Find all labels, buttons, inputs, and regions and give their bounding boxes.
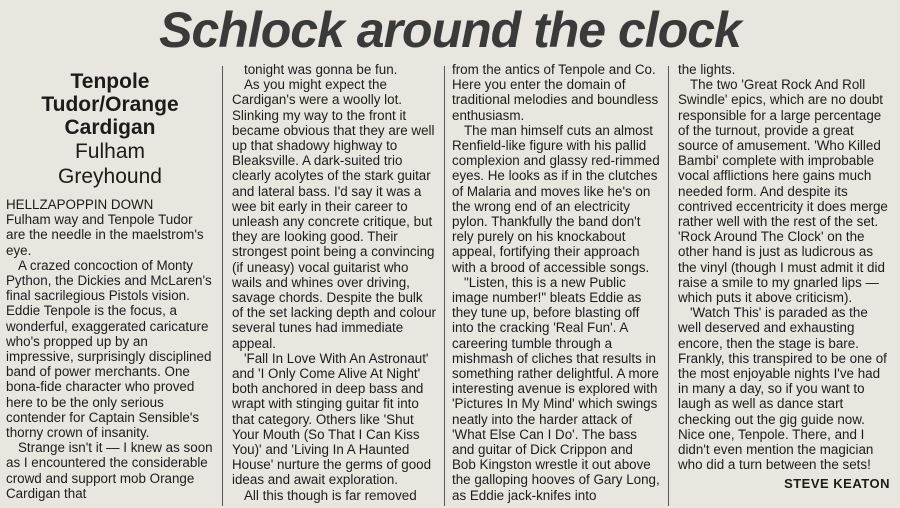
paragraph: Strange isn't it — I knew as soon as I encountered the considerable crowd and support mob Orange Cardigan that [6,440,213,501]
paragraph: The man himself cuts an almost Renfield-like figure with his pallid complexion and glassy red-rimmed eyes. He looks as if in the clutches of Malaria and moves like he's on the wrong end of an electricity pylon. Thankfully the band don't rely purely on his knockabout appeal, fortifying their approach with a brood of accessible songs. [452,122,660,275]
venue-line: Greyhound [58,165,162,188]
column-rule [668,66,669,506]
paragraph: As you might expect the Cardigan's were a woolly lot. Slinking my way to the front it became obvious that they are well up that shadowy highway to Bleaksville. A dark-suited trio clearly acolytes of the stark guitar and lateral bass. I'd say it was a wee bit early in their career to unleash any concrete critique, but they are looking good. Their strongest point being a convincing (if uneasy) vocal guitarist who wails and whines over driving, savage chords. Despite the bulk of the set lacking depth and colour several tunes had immediate appeal. [232,77,436,351]
byline: STEVE KEATON [784,476,890,492]
paragraph: A crazed concoction of Monty Python, the Dickies and McLaren's final sacrilegious Pistols vision. Eddie Tenpole is the focus, a wonderful, exaggerated caricature who's propped up by an impressive, surprisingly disciplined band of power merchants. One bona-fide character who proved here to be the only serious contender for Captain Sensible's thorny crown of insanity. [6,257,212,441]
venue-line: Fulham [74,140,146,163]
column-4 [678,62,890,508]
paragraph: All this though is far removed [244,487,417,503]
band-names [6,70,214,139]
headline: Schlock around the clock [159,2,741,58]
paragraph: the lights. [678,62,736,77]
article-body [0,62,900,508]
paragraph: tonight was gonna be fun. [244,62,398,77]
band-line: Tudor/Orange [41,93,179,116]
paragraph: 'Fall In Love With An Astronaut' and 'I Only Come Alive At Night' both anchored in deep bass and wrapt with stinging guitar fit into that category. Others like 'Shut Your Mouth (So That I Can Kiss You)' and 'Living In A Haunted House' nurture the germs of good ideas and await exploration. [232,350,432,488]
paragraph: 'Watch This' is paraded as the well deserved and exhausting encore, then the stage is bare. Frankly, this transpired to be one of the most enjoyable nights I've had in many a day, so if you want to laugh as well as dance start checking out the gig guide now. Nice one, Tenpole. There, and I didn't even mention the magician who did a turn between the sets! [678,305,887,473]
column-rule [444,66,445,506]
column-rule [222,66,223,506]
column-2 [232,62,436,508]
column-3 [452,62,660,508]
paragraph: from the antics of Tenpole and Co. Here you enter the domain of traditional melodies and boundless enthusiasm. [452,62,659,123]
column-1 [6,62,214,508]
band-line: Cardigan [64,116,156,139]
kicker: HELLZAPOPPIN DOWN [6,197,154,212]
venue-name [6,139,214,189]
band-line: Tenpole [70,70,150,93]
paragraph: "Listen, this is a new Public image number!" bleats Eddie as they tune up, before blasting off into the cracking 'Real Fun'. A careering tumble through a mishmash of cliches that results in something rather delightful. A more interesting avenue is explored with 'Pictures In My Mind' which swings neatly into the harder attack of 'What Else Can I Do'. The bass and guitar of Dick Crippon and Bob Kingston wrestle it out above the galloping hooves of Gary Long, as Eddie jack-knifes into [452,274,660,503]
paragraph: The two 'Great Rock And Roll Swindle' epics, which are no doubt responsible for a large percentage of the turnout, provide a great source of amusement. 'Who Killed Bambi' complete with improbable vocal afflictions here gains much needed form. And despite its contrived eccentricity it does merge rather well with the rest of the set. 'Rock Around The Clock' on the other hand is just as ludicrous as the vinyl (though I must admit it did raise a smile to my gnarled lips — which puts it above criticism). [678,77,888,306]
paragraph: Fulham way and Tenpole Tudor are the needle in the maelstrom's eye. [6,212,204,258]
